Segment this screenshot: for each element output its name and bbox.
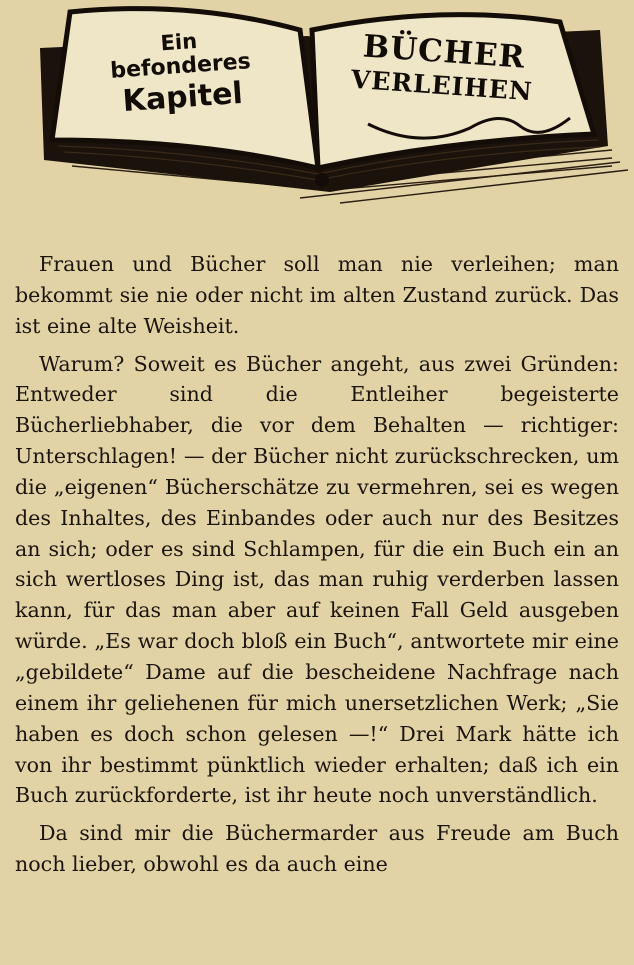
paragraph-2: Warum? Soweit es Bücher angeht, aus zwei Gründen: Entweder sind die Entleiher begeisterte Bücherliebhaber, die vor dem Behalten — richtiger: Unterschlagen! — der Bücher nicht zurückschrecken, um die „eigenen“ Bücherschätze zu vermehren, sei es wegen des Inhaltes, des Einbandes oder auch nur des Besitzes an sich; oder es sind Schlampen, für die ein Buch ein an sich wertloses Ding ist, das man ruhig verderben lassen kann, für das man aber auf keinen Fall Geld ausgeben würde. „Es war doch bloß ein Buch“, antwortete mir eine „gebildete“ Dame auf die bescheidene Nachfrage nach einem ihr geliehenen für mich unersetzlichen Werk; „Sie haben es doch schon gelesen —!“ Drei Mark hätte ich von ihr bestimmt pünktlich wieder erhalten; daß ich ein Buch zurückforderte, ist ihr heute noch unverständlich. [15, 351, 619, 808]
paragraph-3: Da sind mir die Büchermarder aus Freude am Buch noch lieber, obwohl es da auch eine [15, 821, 619, 877]
header-left-line-1: Ein [159, 28, 198, 56]
header-right-line-2: VERLEIHEN [349, 64, 534, 107]
header-right-line-1: BÜCHER [361, 28, 527, 76]
header-left-title [93, 24, 269, 122]
header-left-line-3: Kapitel [121, 75, 244, 120]
article-body [15, 249, 619, 880]
paragraph-1: Frauen und Bücher soll man nie verleihen; man bekommt sie nie oder nicht im alten Zustand zurück. Das ist eine alte Weisheit. [15, 252, 619, 338]
header-illustration [0, 0, 634, 215]
header-left-line-2: befonderes [109, 49, 252, 84]
